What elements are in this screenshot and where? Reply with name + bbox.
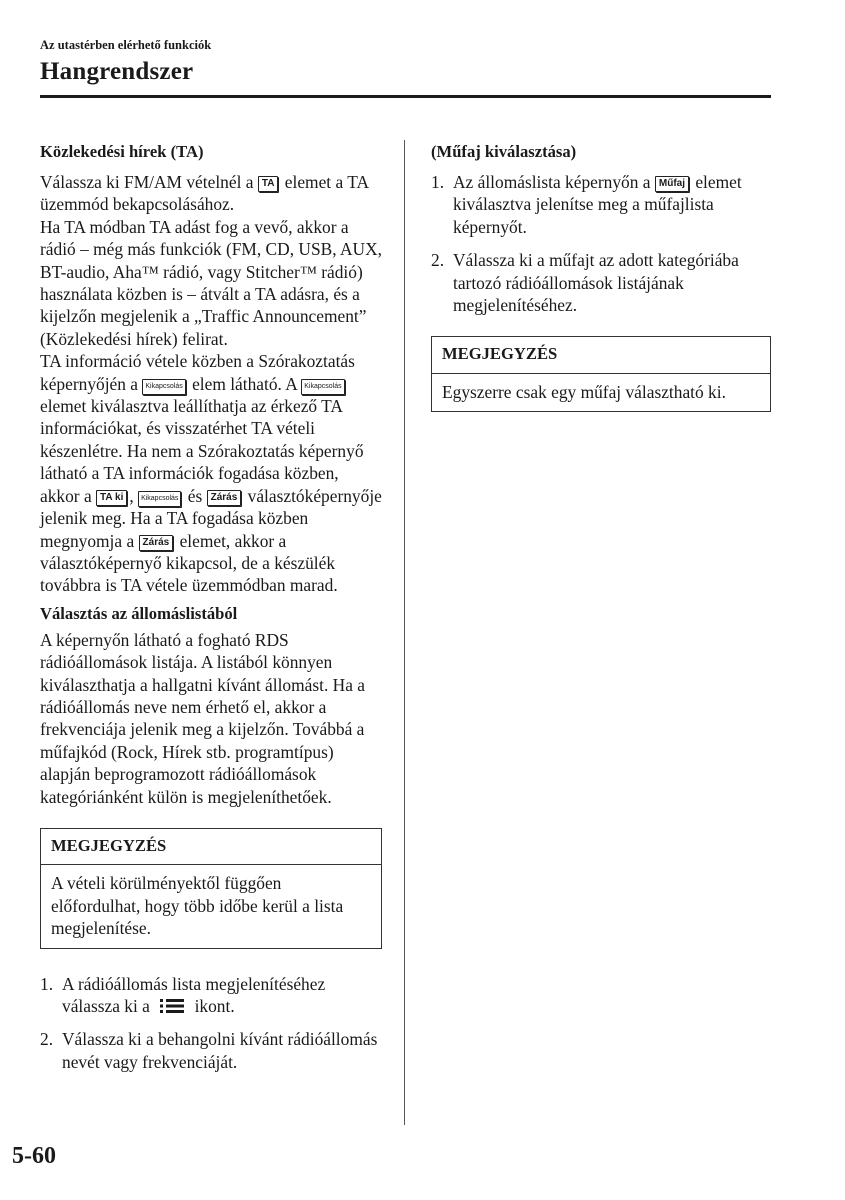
ta-p3-text-f: választóképernyője jelenik meg. Ha a TA fogadása közben megnyomja a (40, 485, 382, 551)
note-text: A vételi körülményektől függően előfordulhat, hogy több időbe kerül a lista megjelenítése. (51, 873, 344, 939)
ta-p3-text-g: elemet, akkor a választóképernyő kikapcsol, de a készülék továbbra is TA vétele üzemmódban marad. (40, 530, 338, 596)
ta-p1-text-a: Válassza ki FM/AM vételnél a (40, 172, 258, 192)
note-title: MEGJEGYZÉS (41, 829, 381, 865)
genre-step1-text-b: elemet kiválasztva jelenítse meg a műfajlista képernyőt. (453, 172, 742, 237)
step-number: 2. (431, 250, 445, 271)
ta-p3-text-d: , (129, 485, 139, 506)
kikapcsolas-button: Kikapcsolás (142, 379, 185, 395)
step2-text: Válassza ki a behangolni kívánt rádióállomás nevét vagy frekvenciáját. (62, 1029, 378, 1072)
kikapcsolas-button: Kikapcsolás (301, 379, 344, 395)
step-number: 1. (431, 172, 445, 192)
list-item (40, 1028, 382, 1073)
ta-p3-text-e: és (183, 485, 207, 506)
ta-paragraph-2: Ha TA módban TA adást fog a vevő, akkor a rádió – még más funkciók (FM, CD, USB, AUX, BT-audio, Aha™ rádió, vagy Stitcher™ rádió) használata közben is – átvált a TA adásra, és a kijelzőn megjelenik a „Traffic Announcement” (Közlekedési hírek) felirat. (40, 216, 383, 349)
note-text: Egyszerre csak egy műfaj választható ki. (442, 381, 726, 402)
ta-p3-text-a: TA információ vétele közben a Szórakoztatás képernyőjén a (40, 351, 355, 394)
ta-paragraph-1 (40, 171, 382, 216)
station-list-heading: Választás az állomáslistából (40, 603, 238, 623)
station-steps (40, 973, 382, 1074)
step1-text-a: A rádióállomás lista megjelenítéséhez válassza ki a (62, 973, 326, 1016)
step1-text-b: ikont. (190, 996, 235, 1016)
station-list-paragraph: A képernyőn látható a fogható RDS rádióállomások listája. A listából könnyen kiválaszthatja a hallgatni kívánt állomást. Ha a rádióállomás neve nem érhető el, akkor a frekvenciája jelenik meg a kijelzőn. Továbbá a műfajkód (Rock, Hírek stb. programtípus) alapján beprogramozott rádióállomások kategóriánként külön is megjeleníthetőek. (40, 629, 365, 807)
zaras-button: Zárás (207, 490, 242, 506)
genre-step2-text: Válassza ki a műfajt az adott kategóriába tartozó rádióállomások listájának megjelenítéséhez. (453, 250, 739, 316)
ta-button: TA (258, 176, 279, 192)
note-box (40, 828, 382, 949)
page-number: 5-60 (12, 1143, 56, 1169)
ta-paragraph-3 (40, 350, 382, 596)
step-number: 2. (40, 1029, 54, 1050)
right-column (431, 141, 771, 436)
genre-step1-text-a: Az állomáslista képernyőn a (453, 172, 655, 192)
list-item (40, 973, 382, 1018)
ta-heading: Közlekedési hírek (TA) (40, 142, 204, 161)
ta-ki-button: TA ki (96, 490, 127, 506)
list-menu-icon (158, 998, 186, 1014)
ta-p3-text-b: elem látható. A (187, 373, 302, 394)
left-column (40, 141, 382, 1084)
genre-steps (431, 171, 771, 316)
column-divider (404, 140, 405, 1125)
list-item (431, 171, 771, 238)
section-header: Az utastérben elérhető funkciók (40, 38, 212, 52)
note-title: MEGJEGYZÉS (432, 337, 770, 373)
kikapcsolas-button: Kikapcsolás (138, 491, 181, 507)
title-rule (40, 95, 771, 98)
mufaj-button: Műfaj (655, 176, 689, 192)
ta-p1-text-b: elemet a TA üzemmód bekapcsolásához. (40, 172, 369, 215)
step-number: 1. (40, 973, 54, 994)
list-item (431, 249, 771, 316)
zaras-button: Zárás (139, 535, 174, 551)
ta-p3-text-c: elemet kiválasztva leállíthatja az érkező TA információkat, és visszatérhet TA vételi készenlétre. Ha nem a Szórakoztatás képernyő látható a TA információk fogadása közben, akkor a (40, 396, 364, 506)
genre-heading: (Műfaj kiválasztása) (431, 142, 577, 161)
page-title: Hangrendszer (40, 58, 194, 85)
note-box (431, 336, 771, 412)
